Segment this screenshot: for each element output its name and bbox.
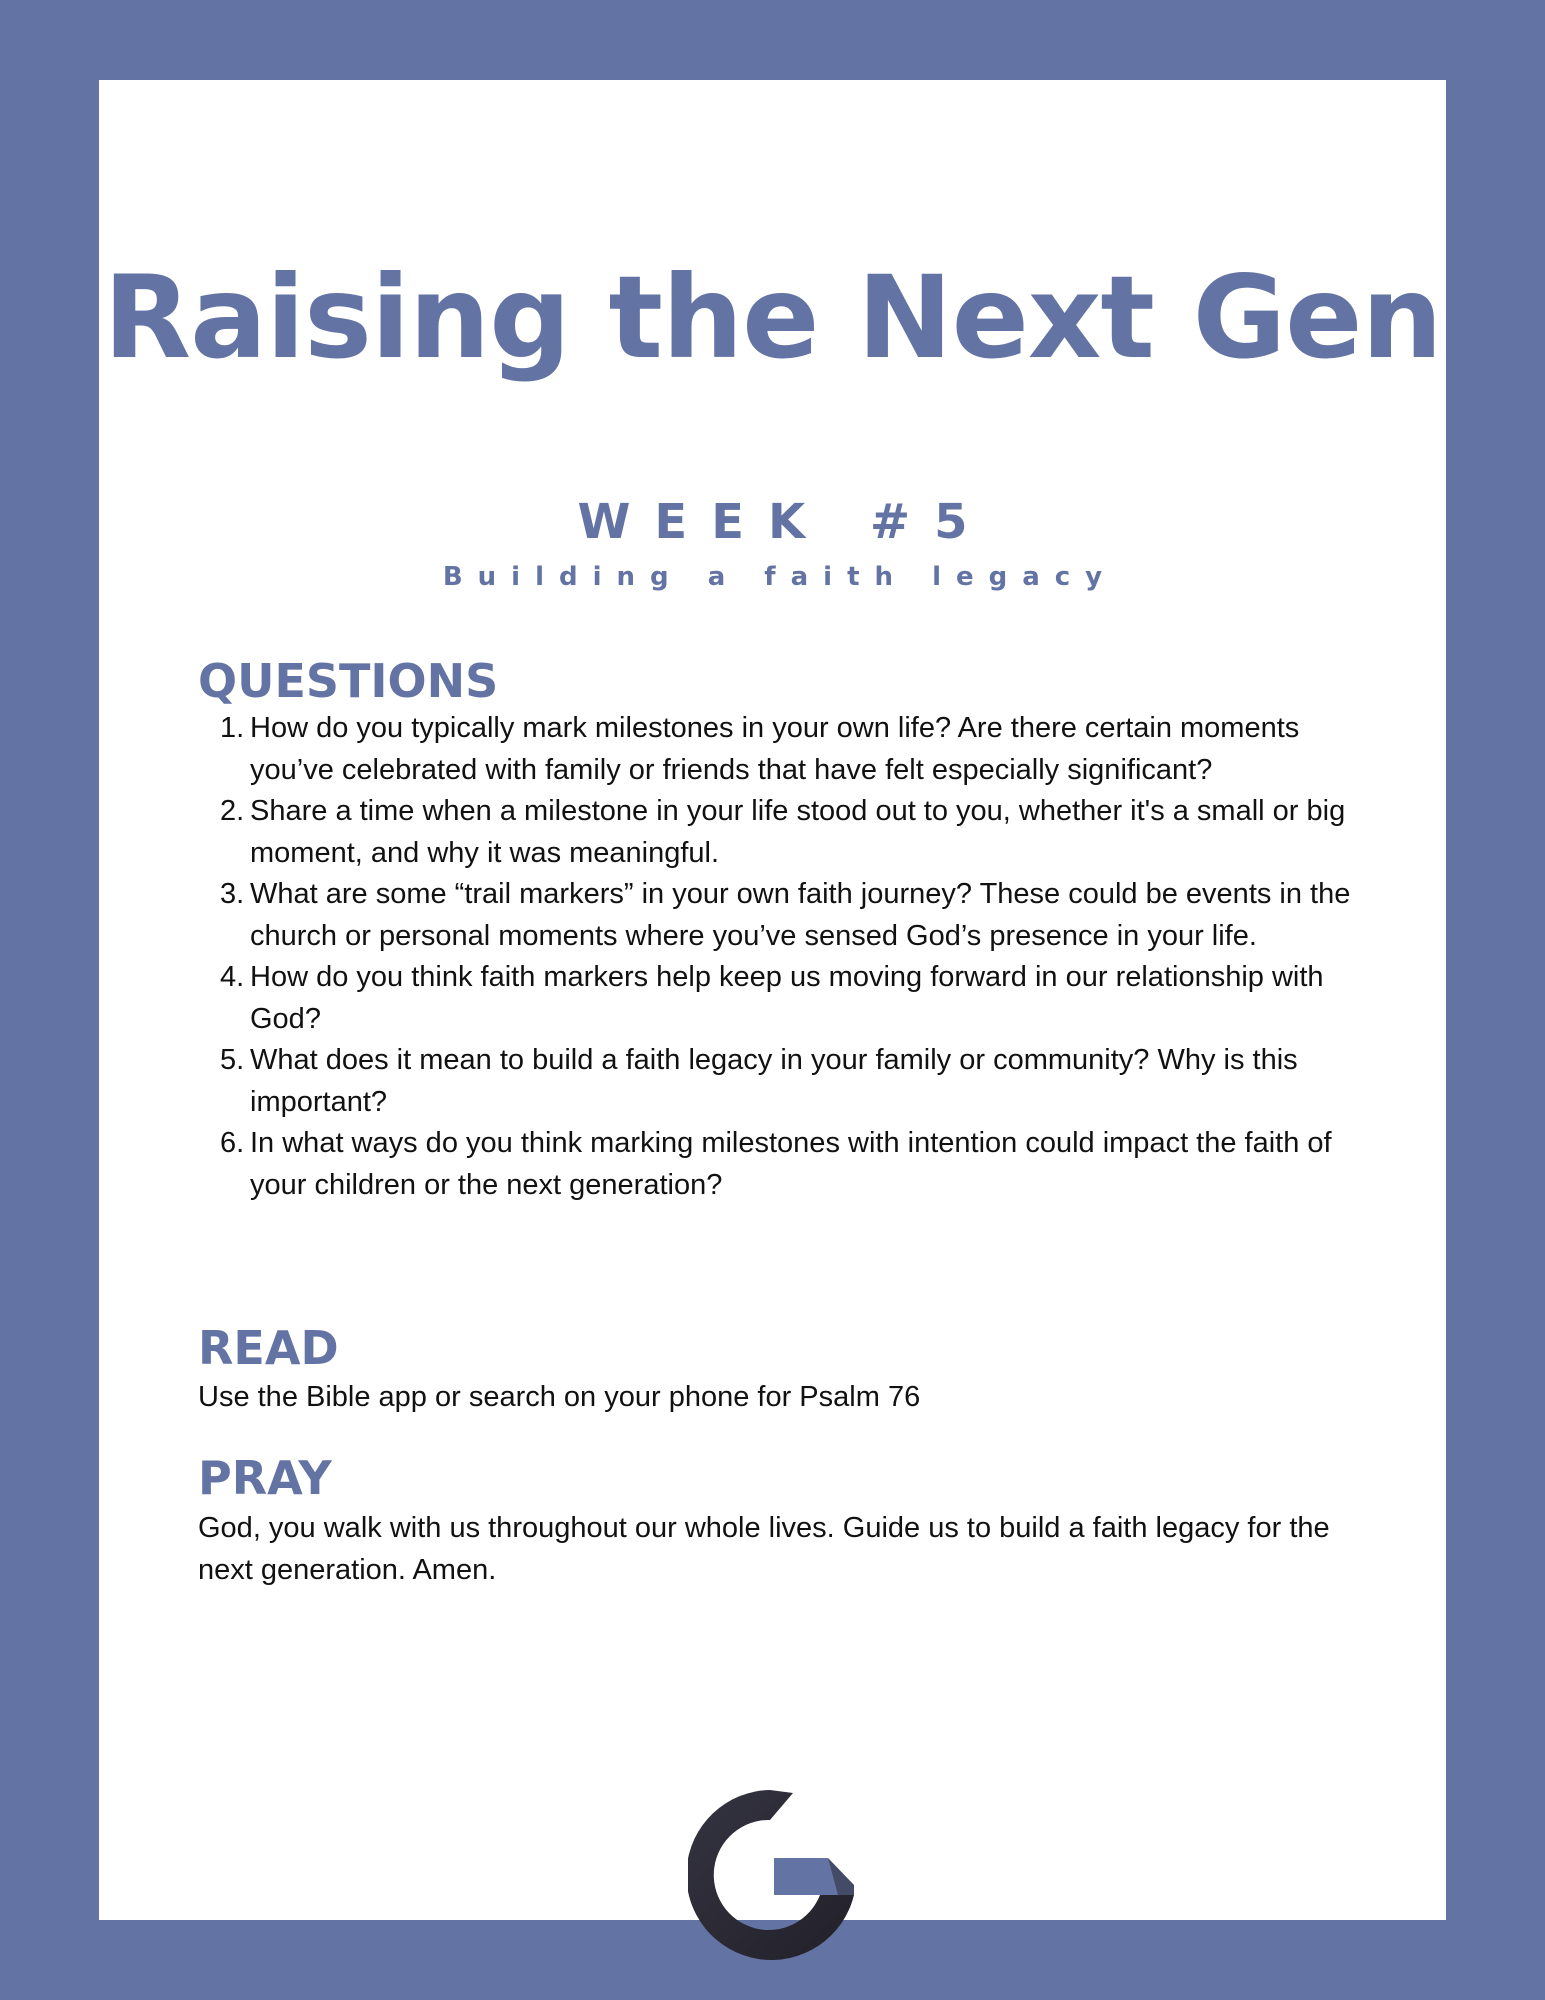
question-item	[198, 791, 1378, 874]
week-label: WEEK #5	[577, 494, 992, 550]
questions-heading: QUESTIONS	[198, 654, 499, 708]
questions-list	[198, 708, 1378, 1206]
worksheet-page	[99, 80, 1446, 1920]
question-text: What are some “trail markers” in your own faith journey? These could be events in the church or personal moments where you’ve sensed God’s presence in your life.	[250, 878, 1351, 952]
pray-text: God, you walk with us throughout our whole lives. Guide us to build a faith legacy for the next generation. Amen.	[198, 1512, 1330, 1586]
question-number: 6.	[220, 1127, 245, 1159]
question-text: What does it mean to build a faith legacy in your family or community? Why is this important?	[250, 1044, 1298, 1118]
question-item	[198, 957, 1378, 1040]
question-item	[198, 1123, 1378, 1206]
read-heading: READ	[198, 1321, 339, 1375]
page-title: Raising the Next Gen	[103, 251, 1442, 384]
g-logo-icon	[688, 1790, 858, 1960]
question-text: In what ways do you think marking milestones with intention could impact the faith of your children or the next generation?	[250, 1127, 1332, 1201]
question-text: Share a time when a milestone in your life stood out to you, whether it's a small or big moment, and why it was meaningful.	[250, 795, 1346, 869]
question-text: How do you think faith markers help keep us moving forward in our relationship with God?	[250, 961, 1324, 1035]
question-number: 4.	[220, 961, 245, 993]
subtitle: Building a faith legacy	[442, 562, 1118, 592]
question-item	[198, 1040, 1378, 1123]
question-number: 2.	[220, 795, 245, 827]
question-number: 5.	[220, 1044, 245, 1076]
read-text: Use the Bible app or search on your phone for Psalm 76	[198, 1381, 921, 1413]
pray-heading: PRAY	[198, 1451, 332, 1505]
question-number: 1.	[220, 712, 245, 744]
question-item	[198, 874, 1378, 957]
question-item	[198, 708, 1378, 791]
question-text: How do you typically mark milestones in your own life? Are there certain moments you’ve celebrated with family or friends that have felt especially significant?	[250, 712, 1300, 786]
question-number: 3.	[220, 878, 245, 910]
